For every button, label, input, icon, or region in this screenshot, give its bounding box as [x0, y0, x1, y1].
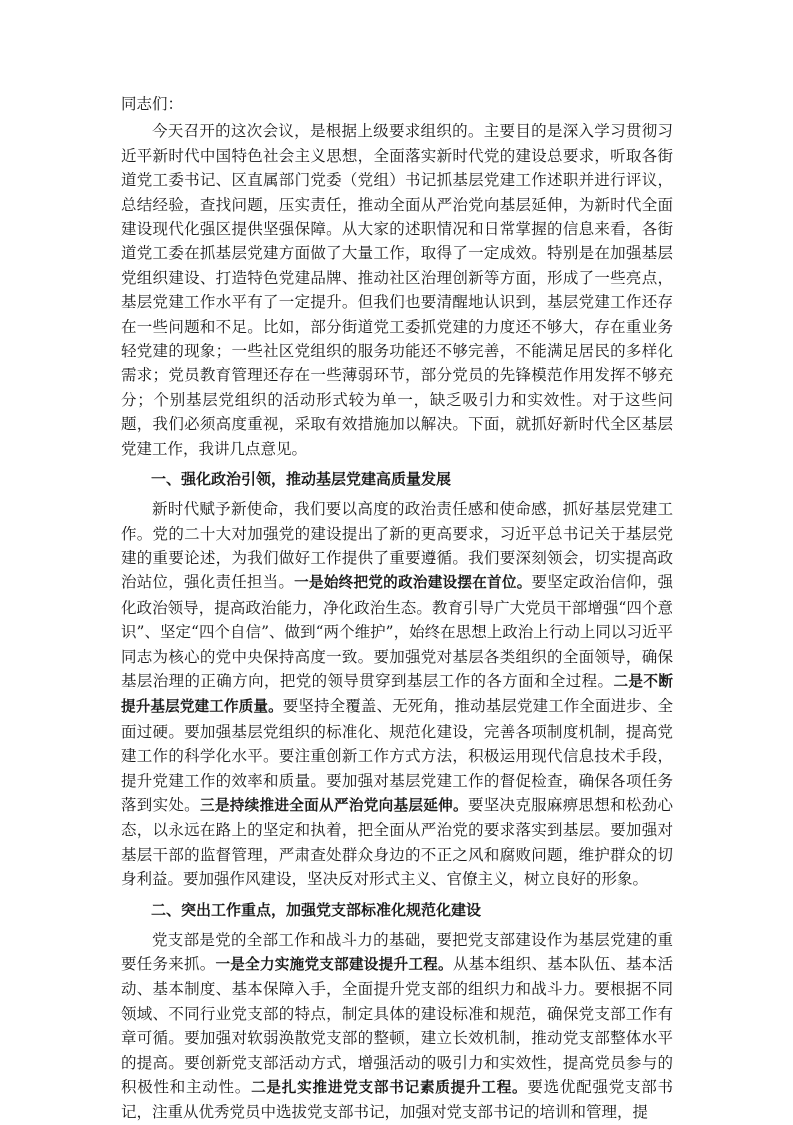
section-1-point-1: 一是始终把党的政治建设摆在首位。 [294, 574, 532, 592]
section-1-heading: 一、强化政治引领，推动基层党建高质量发展 [151, 470, 452, 489]
section-1-paragraph [121, 497, 673, 892]
section-2-paragraph [121, 928, 673, 1125]
section-2-text-3: 要选优配强党支部书记，注重从优秀党员中选拔党支部书记，加强对党支部书记的培训和管理，提 [121, 1078, 673, 1122]
section-1-text-4: 要坚决克服麻痹思想和松劲心态，以永远在路上的坚定和执着，把全面从严治党的要求落实到基层。要加强对基层干部的监督管理，严肃查处群众身边的不正之风和腐败问题，维护群众的切身利益。要加强作风建设，坚决反对形式主义、官僚主义，树立良好的形象。 [121, 795, 673, 889]
section-1-text-2: 要坚定政治信仰，强化政治领导，提高政治能力，净化政治生态。教育引导广大党员干部增强“四个意识”、坚定“四个自信”、做到“两个维护”，始终在思想上政治上行动上同以习近平同志为核心的党中央保持高度一致。要加强党对基层各类组织的全面领导，确保基层治理的正确方向，把党的领导贯穿到基层工作的各方面和全过程。 [121, 573, 673, 690]
intro-paragraph: 今天召开的这次会议，是根据上级要求组织的。主要目的是深入学习贯彻习近平新时代中国特色社会主义思想，全面落实新时代党的建设总要求，听取各街道党工委书记、区直属部门党委（党组）书记抓基层党建工作述职并进行评议，总结经验，查找问题，压实责任，推动全面从严治党向基层延伸，为新时代全面建设现代化强区提供坚强保障。从大家的述职情况和日常掌握的信息来看，各街道党工委在抓基层党建方面做了大量工作，取得了一定成效。特别是在加强基层党组织建设、打造特色党建品牌、推动社区治理创新等方面，形成了一些亮点，基层党建工作水平有了一定提升。但我们也要清醒地认识到，基层党建工作还存在一些问题和不足。比如，部分街道党工委抓党建的力度还不够大，存在重业务轻党建的现象；一些社区党组织的服务功能还不够完善，不能满足居民的多样化需求；党员教育管理还存在一些薄弱环节，部分党员的先锋模范作用发挥不够充分；个别基层党组织的活动形式较为单一，缺乏吸引力和实效性。对于这些问题，我们必须高度重视，采取有效措施加以解决。下面，就抓好新时代全区基层党建工作，我讲几点意见。 [121, 122, 673, 458]
section-1-point-2: 二是不断提升基层党建工作质量。 [121, 672, 673, 716]
section-2-text-2: 从基本组织、基本队伍、基本活动、基本制度、基本保障入手，全面提升党支部的组织力和战斗力。要根据不同领域、不同行业党支部的特点，制定具体的建设标准和规范，确保党支部工作有章可循。要加强对软弱涣散党支部的整顿，建立长效机制，推动党支部整体水平的提高。要创新党支部活动方式，增强活动的吸引力和实效性，提高党员参与的积极性和主动性。 [121, 955, 673, 1097]
section-1-point-3: 三是持续推进全面从严治党向基层延伸。 [199, 796, 468, 814]
greeting: 同志们： [121, 95, 184, 113]
section-1-text-3: 要坚持全覆盖、无死角，推动基层党建工作全面进步、全面过硬。要加强基层党组织的标准化、规范化建设，完善各项制度机制，提高党建工作的科学化水平。要注重创新工作方式方法，积极运用现代信息技术手段，提升党建工作的效率和质量。要加强对基层党建工作的督促检查，确保各项任务落到实处。 [121, 697, 673, 814]
section-2-heading: 二、突出工作重点，加强党支部标准化规范化建设 [151, 900, 482, 919]
section-2-point-1: 一是全力实施党支部建设提升工程。 [215, 956, 453, 973]
document-page [121, 92, 673, 1125]
section-2-point-2: 二是扎实推进党支部书记素质提升工程。 [251, 1079, 528, 1097]
section-2-text-1: 党支部是党的全部工作和战斗力的基础，要把党支部建设作为基层党建的重要任务来抓。 [121, 930, 673, 973]
section-1-text-1: 新时代赋予新使命，我们要以高度的政治责任感和使命感，抓好基层党建工作。党的二十大对加强党的建设提出了新的更高要求，习近平总书记关于基层党建的重要论述，为我们做好工作提供了重要遵循。我们要深刻领会，切实提高政治站位，强化责任担当。 [121, 500, 673, 592]
